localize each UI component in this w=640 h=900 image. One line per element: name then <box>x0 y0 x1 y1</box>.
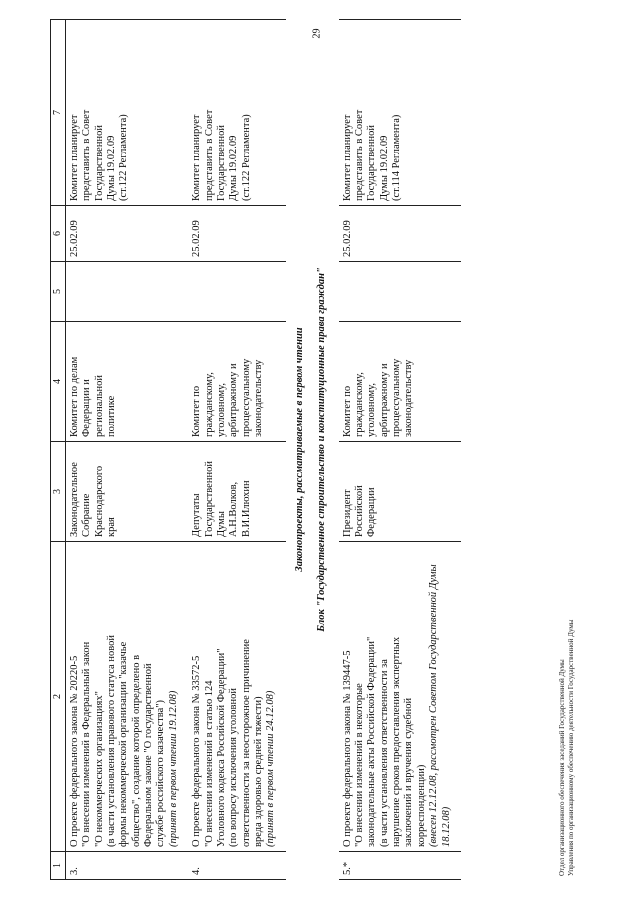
plan-line: Комитет планирует <box>341 114 353 201</box>
row-number: 4. <box>188 852 286 880</box>
table-row <box>65 20 188 880</box>
page-number: 29 <box>311 28 323 39</box>
committee-line: гражданскому, <box>353 372 365 437</box>
author-line: Собрание <box>81 493 93 537</box>
author-line: Государственной <box>203 461 215 537</box>
reading-status-note: (внесен 12.12.08, рассмотрен Советом Государственной Думы 18.12.08) <box>428 564 452 847</box>
author-line: Депутаты <box>191 493 203 537</box>
bill-line: корреспонденции) <box>415 764 427 847</box>
bill-line: общество", создание которой определено в <box>130 654 142 847</box>
responsible-committee <box>188 322 286 442</box>
bill-line: службе российского казачества") <box>155 699 167 847</box>
committee-line: гражданскому, <box>203 372 215 437</box>
committee-line: Комитет по <box>341 385 353 437</box>
committee-line: арбитражному и <box>228 363 240 437</box>
section-heading: Законопроекты, рассматриваемые в первом чтении <box>293 327 305 572</box>
author-line: В.И.Илюхин <box>240 480 252 537</box>
column-number: 1 <box>51 852 66 880</box>
column-number: 3 <box>51 442 66 542</box>
plan-line: Комитет планирует <box>68 114 80 201</box>
plan-line: (ст.122 Регламента) <box>118 114 130 201</box>
column-number: 5 <box>51 262 66 322</box>
plan-line: (ст.122 Регламента) <box>240 114 252 201</box>
agenda-table <box>50 19 461 880</box>
bill-description <box>65 542 188 852</box>
bill-line: законодательные акты Российской Федерации" <box>366 636 378 847</box>
bill-line: О проекте федерального закона № 139447-5 <box>341 650 353 847</box>
bill-line: заключений и вручения судебной <box>403 697 415 847</box>
bill-description <box>339 542 461 852</box>
bill-line: ответственности за неосторожное причинение <box>240 639 252 847</box>
plan-line: представить в Совет <box>81 109 93 201</box>
committee-line: процессуальному <box>240 358 252 437</box>
bill-line: "О внесении изменений в статью 124 <box>203 680 215 847</box>
committee-line: политике <box>105 395 117 437</box>
bill-author <box>188 442 286 542</box>
author-line: Президент <box>341 489 353 537</box>
table-row <box>188 20 286 880</box>
committee-line: процессуальному <box>391 358 403 437</box>
consideration-date: 25.02.09 <box>188 206 286 262</box>
bill-line: формы некоммерческой организации "казачье <box>118 641 130 847</box>
committee-line: Федерации и <box>81 379 93 437</box>
footer-line: Отдел организационного обеспечения заседаний Государственной Думы <box>558 659 566 876</box>
bill-line: Федеральном законе "О государственной <box>143 663 155 847</box>
column-number: 6 <box>51 206 66 262</box>
block-heading-row <box>312 20 338 880</box>
author-line: Федерации <box>366 487 378 537</box>
committee-line: Комитет по делам <box>68 356 80 437</box>
author-line: А.Н.Волков, <box>228 481 240 537</box>
bill-line: "О внесении изменений в Федеральный закон <box>81 641 93 847</box>
bill-line: "О внесении изменений в некоторые <box>353 683 365 847</box>
footer-line: Управления по организационному обеспечению деятельности Государственной Думы <box>567 619 576 876</box>
committee-line: арбитражному и <box>378 363 390 437</box>
author-line: Российской <box>353 485 365 537</box>
committee-plan <box>188 20 286 206</box>
empty-cell <box>65 262 188 322</box>
table-header <box>51 20 66 880</box>
committee-plan <box>339 20 461 206</box>
responsible-committee <box>65 322 188 442</box>
footer <box>558 620 576 876</box>
table-row <box>339 20 461 880</box>
empty-cell <box>339 262 461 322</box>
plan-line: представить в Совет <box>353 109 365 201</box>
responsible-committee <box>339 322 461 442</box>
plan-line: Государственной <box>215 125 227 201</box>
bill-line: Уголовного кодекса Российской Федерации" <box>215 648 227 847</box>
committee-line: уголовному, <box>215 383 227 437</box>
plan-line: Государственной <box>366 125 378 201</box>
column-number: 4 <box>51 322 66 442</box>
author-line: Законодательное <box>68 462 80 537</box>
empty-cell <box>188 262 286 322</box>
bill-author <box>339 442 461 542</box>
plan-line: Комитет планирует <box>191 114 203 201</box>
bill-line: (в части установления ответственности за <box>378 659 390 847</box>
plan-line: Государственной <box>93 125 105 201</box>
author-line: Краснодарского края <box>93 465 117 537</box>
committee-plan <box>65 20 188 206</box>
bill-line: О проекте федерального закона № 33572-5 <box>191 655 203 847</box>
committee-line: Комитет по <box>191 385 203 437</box>
section-heading-row <box>286 20 312 880</box>
reading-status-note: (принят в первом чтении 24.12.08) <box>265 690 277 847</box>
consideration-date: 25.02.09 <box>65 206 188 262</box>
column-number: 7 <box>51 20 66 206</box>
bill-line: (по вопросу исключения уголовной <box>228 688 240 847</box>
bill-description <box>188 542 286 852</box>
bill-line: О проекте федерального закона № 20220-5 <box>68 655 80 847</box>
committee-line: законодательству <box>403 359 415 437</box>
column-number: 2 <box>51 542 66 852</box>
row-number: 5.* <box>339 852 461 880</box>
committee-line: уголовному, <box>366 383 378 437</box>
bill-line: "О некоммерческих организациях" <box>93 691 105 847</box>
reading-status-note: (принят в первом чтении 19.12.08) <box>167 690 179 847</box>
bill-line: нарушение сроков предоставления экспертных <box>391 636 403 847</box>
rotated-sheet <box>10 20 610 880</box>
plan-line: Думы 19.02.09 <box>105 135 117 201</box>
bill-author <box>65 442 188 542</box>
block-heading: Блок "Государственное строительство и конституционные права граждан" <box>316 267 328 632</box>
plan-line: (ст.114 Регламента) <box>391 114 403 201</box>
plan-line: представить в Совет <box>203 109 215 201</box>
author-line: Думы <box>215 511 227 537</box>
row-number: 3. <box>65 852 188 880</box>
committee-line: законодательству <box>253 359 265 437</box>
committee-line: региональной <box>93 375 105 437</box>
plan-line: Думы 19.02.09 <box>228 135 240 201</box>
bill-line: (в части установления правового статуса новой <box>105 635 117 847</box>
plan-line: Думы 19.02.09 <box>378 135 390 201</box>
bill-line: вреда здоровью средней тяжести) <box>253 696 265 847</box>
consideration-date: 25.02.09 <box>339 206 461 262</box>
